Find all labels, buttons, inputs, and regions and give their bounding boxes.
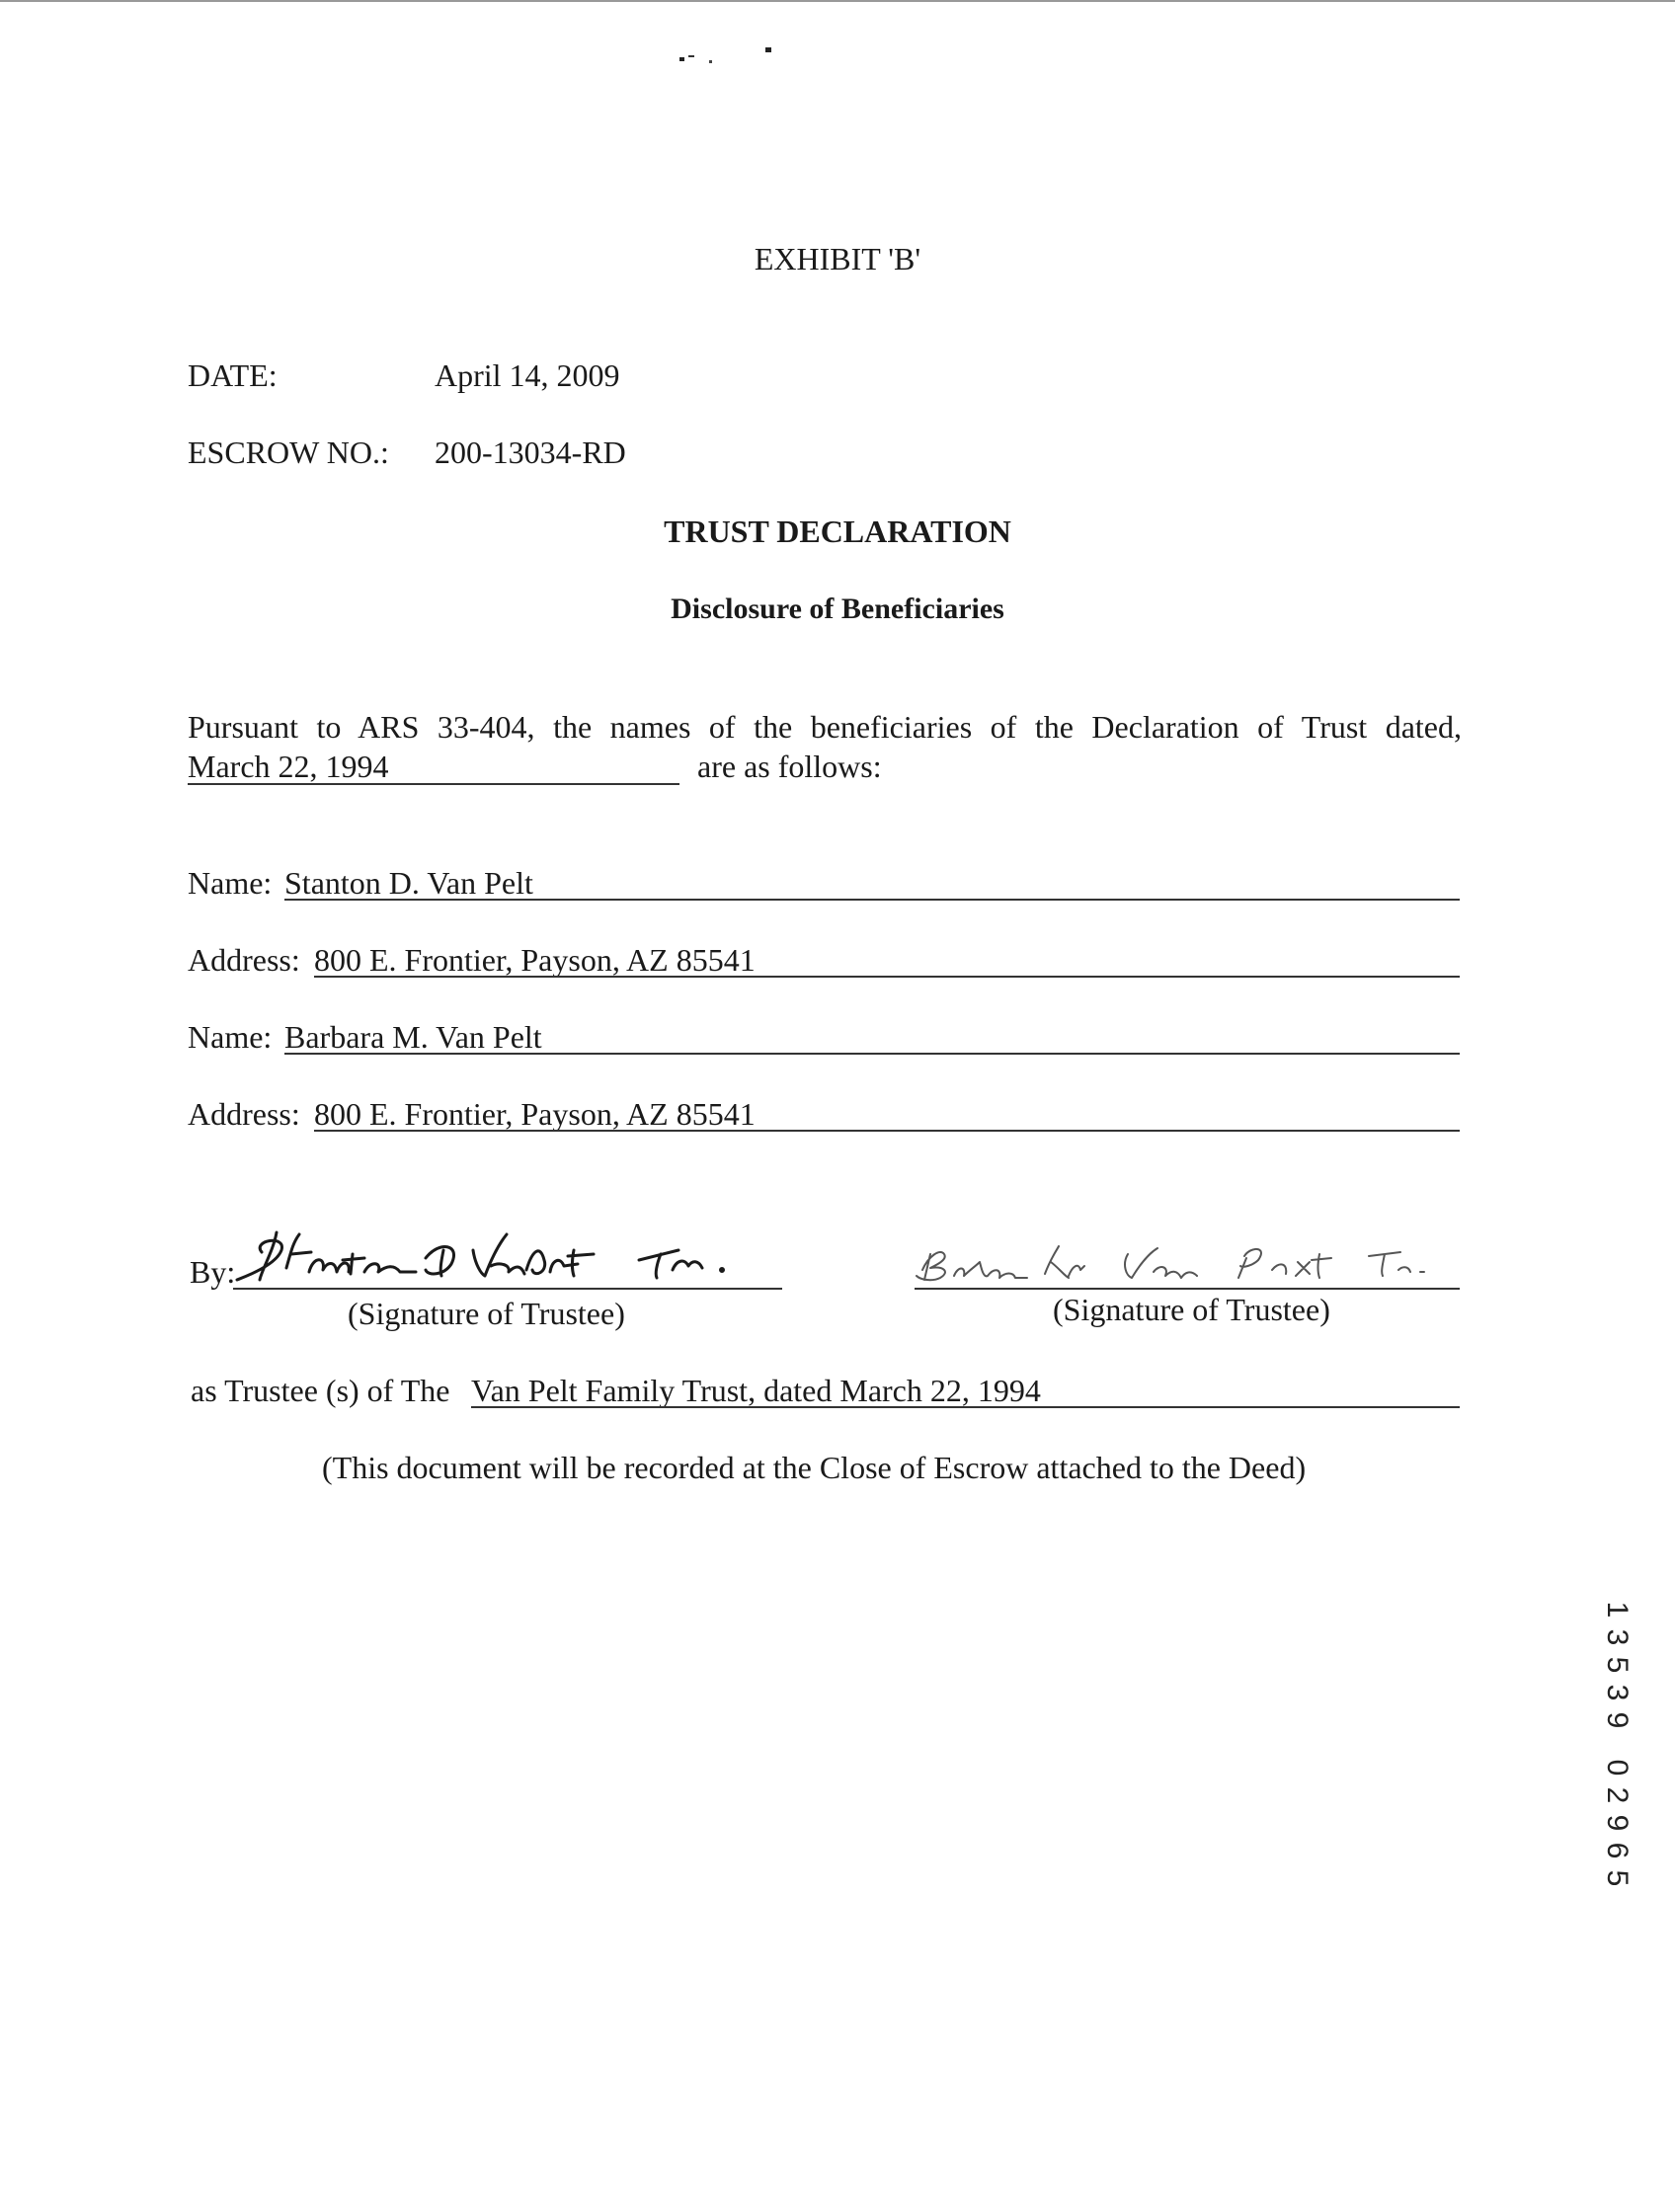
side-stamp-digit: 0 xyxy=(1601,1759,1634,1777)
beneficiary-1-name: Stanton D. Van Pelt xyxy=(284,865,533,901)
trustee-line-prefix: as Trustee (s) of The xyxy=(191,1373,450,1408)
side-stamp-digit: 9 xyxy=(1601,1814,1634,1832)
signature-right-caption: (Signature of Trustee) xyxy=(1053,1292,1330,1327)
signature-left-caption: (Signature of Trustee) xyxy=(348,1296,625,1331)
document-subheading: Disclosure of Beneficiaries xyxy=(671,592,1004,625)
by-label: By: xyxy=(190,1254,236,1290)
signature-right xyxy=(911,1236,1464,1290)
side-stamp-group-2 xyxy=(1601,1754,1634,1892)
beneficiary-1-address-rule xyxy=(314,976,1460,978)
intro-trust-date-rule xyxy=(188,783,679,785)
scan-speck xyxy=(679,57,684,61)
side-stamp-group-1 xyxy=(1601,1596,1634,1734)
beneficiary-1-name-label: Name: xyxy=(188,865,273,901)
intro-line-2-suffix: are as follows: xyxy=(697,749,882,784)
exhibit-title: EXHIBIT 'B' xyxy=(754,241,921,276)
side-stamp-digit: 6 xyxy=(1601,1842,1634,1859)
trustee-line-trust-name: Van Pelt Family Trust, dated March 22, 1994 xyxy=(471,1373,1041,1408)
trustee-line-rule xyxy=(471,1406,1460,1408)
beneficiary-2-address-rule xyxy=(314,1130,1460,1132)
beneficiary-2-address: 800 E. Frontier, Payson, AZ 85541 xyxy=(314,1096,756,1132)
beneficiary-2-address-label: Address: xyxy=(188,1096,300,1132)
signature-left xyxy=(232,1221,785,1292)
escrow-value: 200-13034-RD xyxy=(435,434,626,470)
scan-speck xyxy=(688,55,694,57)
beneficiary-1-address-label: Address: xyxy=(188,942,300,978)
beneficiary-2-name-rule xyxy=(284,1053,1460,1055)
document-heading: TRUST DECLARATION xyxy=(664,514,1011,549)
date-label: DATE: xyxy=(188,357,278,393)
beneficiary-1-address: 800 E. Frontier, Payson, AZ 85541 xyxy=(314,942,756,978)
scan-speck xyxy=(709,60,712,63)
signature-left-rule xyxy=(233,1288,782,1290)
signature-right-rule xyxy=(915,1288,1460,1290)
intro-trust-date: March 22, 1994 xyxy=(188,749,389,784)
side-stamp-digit: 9 xyxy=(1601,1711,1634,1729)
date-value: April 14, 2009 xyxy=(435,357,620,393)
escrow-label: ESCROW NO.: xyxy=(188,434,389,470)
beneficiary-1-name-rule xyxy=(284,899,1460,901)
beneficiary-2-name: Barbara M. Van Pelt xyxy=(284,1019,542,1055)
side-stamp-digit: 1 xyxy=(1601,1601,1634,1619)
top-edge-line xyxy=(0,0,1675,2)
side-stamp-digit: 3 xyxy=(1601,1628,1634,1646)
footer-note: (This document will be recorded at the Close of Escrow attached to the Deed) xyxy=(322,1450,1307,1485)
side-stamp-digit: 5 xyxy=(1601,1869,1634,1887)
side-stamp-digit: 3 xyxy=(1601,1684,1634,1701)
scan-speck xyxy=(765,47,771,52)
beneficiary-2-name-label: Name: xyxy=(188,1019,273,1055)
side-stamp-digit: 2 xyxy=(1601,1786,1634,1804)
side-stamp-digit: 5 xyxy=(1601,1656,1634,1674)
intro-line-1: Pursuant to ARS 33-404, the names of the beneficiaries of the Declaration of Trust dated, xyxy=(188,709,1462,745)
